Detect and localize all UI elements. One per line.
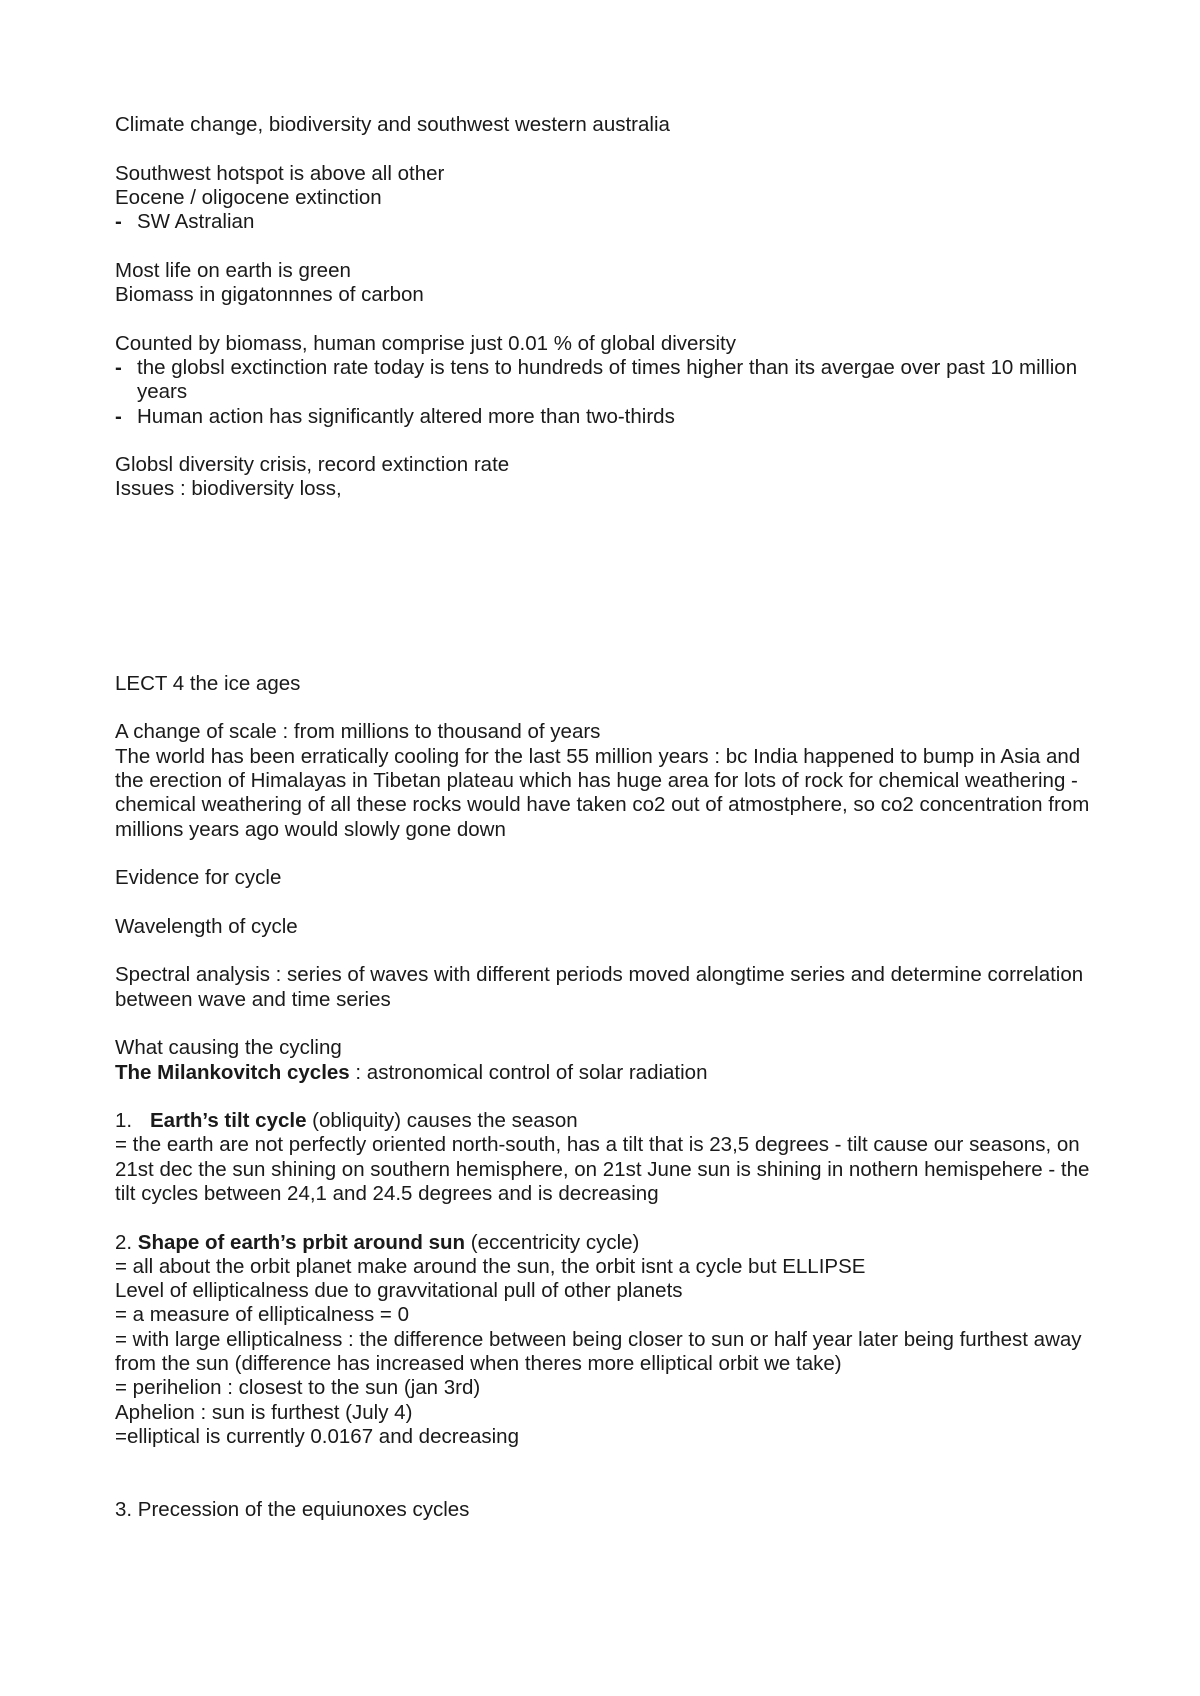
- paragraph: Globsl diversity crisis, record extinction rate: [115, 453, 510, 477]
- paragraph: Spectral analysis : series of waves with different periods moved alongtime series and determine correlation between wave and time series: [115, 963, 1084, 1011]
- paragraph: What causing the cycling: [115, 1036, 342, 1060]
- paragraph: Issues : biodiversity loss,: [115, 477, 342, 501]
- section-title: Climate change, biodiversity and southwest western australia: [115, 113, 670, 136]
- term-description: (eccentricity cycle): [465, 1230, 640, 1254]
- paragraph: = the earth are not perfectly oriented north-south, has a tilt that is 23,5 degrees - tilt cause our seasons, on 21st dec the sun shining on southern hemisphere, on 21st June sun is shining in nothern hemispehere - the tilt cycles between 24,1 and 24.5 degrees and is decreasing: [115, 1133, 1090, 1205]
- paragraph: Most life on earth is green: [115, 258, 351, 282]
- numbered-heading: 3. Precession of the equiunoxes cycles: [115, 1497, 470, 1521]
- numbered-heading: [115, 1231, 1105, 1255]
- bullet-item: - Human action has significantly altered more than two-thirds: [115, 405, 1105, 429]
- term-description: (obliquity) causes the season: [306, 1109, 578, 1133]
- bold-term: Shape of earth’s prbit around sun: [137, 1230, 466, 1254]
- document-body: [115, 113, 1105, 1522]
- paragraph: Southwest hotspot is above all other: [115, 161, 445, 185]
- paragraph: Counted by biomass, human comprise just 0.01 % of global diversity: [115, 331, 737, 355]
- paragraph: Eocene / oligocene extinction: [115, 185, 382, 209]
- paragraph: Level of ellipticalness due to gravvitational pull of other planets: [115, 1279, 683, 1303]
- paragraph: Evidence for cycle: [115, 866, 282, 890]
- paragraph: The world has been erratically cooling for the last 55 million years : bc India happened to bump in Asia and the erection of Himalayas in Tibetan plateau which has huge area for lots of rock for chemical weathering - chemical weathering of all these rocks would have taken co2 out of atmostphere, so co2 concentration from millions years ago would slowly gone down: [115, 744, 1090, 841]
- numbered-heading: [115, 1109, 1105, 1133]
- term-description: : astronomical control of solar radiation: [349, 1060, 708, 1084]
- blank-space: [115, 502, 1105, 672]
- bold-term: The Milankovitch cycles: [115, 1060, 350, 1084]
- item-number: 2.: [115, 1230, 138, 1254]
- paragraph: Biomass in gigatonnnes of carbon: [115, 283, 424, 307]
- bullet-item: - the globsl exctinction rate today is tens to hundreds of times higher than its avergae over past 10 million years: [115, 356, 1105, 405]
- paragraph: [115, 1061, 1105, 1085]
- bullet-item: - SW Astralian: [115, 210, 1105, 234]
- paragraph: = with large ellipticalness : the difference between being closer to sun or half year later being furthest away from the sun (difference has increased when theres more elliptical orbit we take): [115, 1327, 1082, 1376]
- item-number: 1.: [115, 1109, 133, 1133]
- paragraph: Wavelength of cycle: [115, 914, 298, 938]
- paragraph: Aphelion : sun is furthest (July 4): [115, 1400, 413, 1424]
- section-title: LECT 4 the ice ages: [115, 671, 301, 695]
- paragraph: A change of scale : from millions to thousand of years: [115, 720, 601, 744]
- bold-term: Earth’s tilt cycle: [150, 1109, 307, 1133]
- paragraph: = a measure of ellipticalness = 0: [115, 1303, 409, 1327]
- paragraph: =elliptical is currently 0.0167 and decreasing: [115, 1424, 519, 1448]
- paragraph: = perihelion : closest to the sun (jan 3rd): [115, 1376, 481, 1400]
- paragraph: = all about the orbit planet make around the sun, the orbit isnt a cycle but ELLIPSE: [115, 1254, 866, 1278]
